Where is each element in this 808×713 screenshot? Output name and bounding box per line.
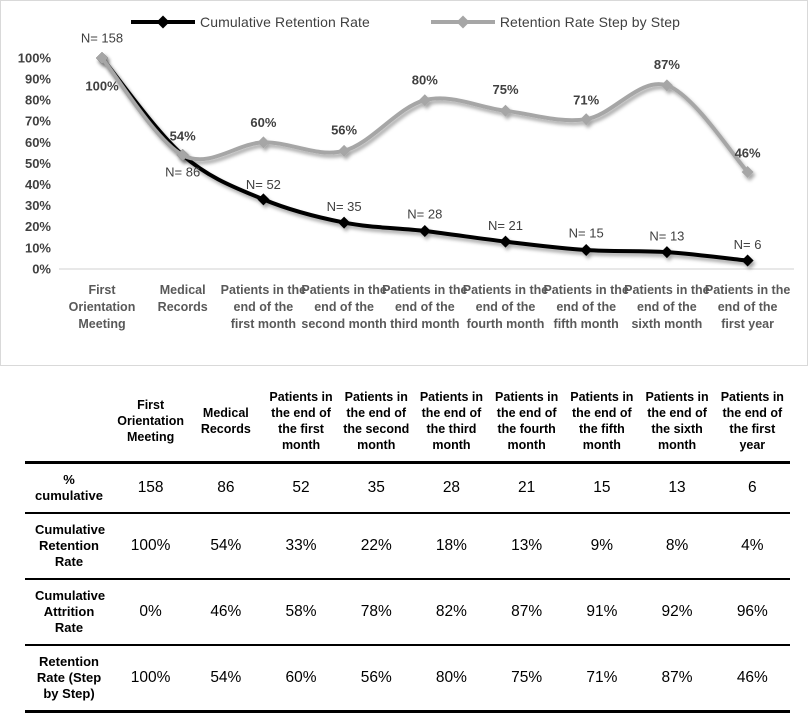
table-cell: 18% (414, 513, 489, 579)
table-corner-cell (25, 383, 113, 463)
table-row (25, 513, 790, 579)
data-point-marker (419, 225, 431, 237)
legend-label: Cumulative Retention Rate (200, 14, 370, 30)
table-cell: 92% (639, 579, 714, 645)
table-cell: 13 (639, 463, 714, 514)
data-point-marker (661, 246, 673, 258)
table-cell: 15 (564, 463, 639, 514)
table-cell: 35 (339, 463, 414, 514)
x-axis-category-label: Patients in the end of the first month (220, 283, 307, 331)
x-axis-category-label: Patients in the end of the fourth month (462, 283, 549, 331)
y-axis-tick-label: 20% (24, 219, 51, 235)
retention-data-table (25, 383, 790, 713)
table-cell: 0% (113, 579, 188, 645)
table-row-label: Retention Rate (Step by Step) (25, 645, 113, 712)
x-axis-category-label: First Orientation Meeting (68, 283, 136, 331)
table-cell: 158 (113, 463, 188, 514)
table-cell: 54% (188, 645, 263, 712)
x-axis-category-label: Patients in the end of the fifth month (543, 283, 629, 331)
y-axis-tick-label: 50% (24, 155, 51, 171)
table-cell: 4% (715, 513, 790, 579)
x-axis-category-label: Patients in the end of the second month (301, 283, 387, 331)
data-point-label: N= 13 (649, 228, 685, 244)
data-point-label: N= 52 (245, 176, 281, 192)
table-cell: 21 (489, 463, 564, 514)
x-axis-category-label: Patients in the end of the third month (382, 283, 468, 331)
y-axis-tick-label: 70% (24, 113, 51, 129)
table-cell: 6 (715, 463, 790, 514)
table-cell: 75% (489, 645, 564, 712)
table-cell: 46% (188, 579, 263, 645)
table-cell: 86 (188, 463, 263, 514)
data-point-label: N= 158 (80, 30, 124, 46)
table-cell: 71% (564, 645, 639, 712)
data-point-label: 71% (573, 92, 600, 108)
x-axis-category-label: Patients in the end of the sixth month (624, 283, 710, 331)
table-cell: 22% (339, 513, 414, 579)
y-axis-tick-label: 80% (24, 92, 51, 108)
y-axis-tick-label: 10% (24, 240, 51, 256)
data-point-marker (257, 136, 269, 148)
data-point-label: N= 15 (568, 225, 604, 241)
table-cell: 87% (639, 645, 714, 712)
data-point-label: N= 35 (326, 199, 362, 215)
table-column-header: Patients in the end of the sixth month (639, 383, 714, 463)
table-cell: 100% (113, 513, 188, 579)
table-row-label: Cumulative Attrition Rate (25, 579, 113, 645)
table-row (25, 463, 790, 514)
table-cell: 52 (263, 463, 338, 514)
data-point-marker (580, 244, 592, 256)
table-cell: 87% (489, 579, 564, 645)
table-cell: 58% (263, 579, 338, 645)
table-cell: 33% (263, 513, 338, 579)
table-column-header: Patients in the end of the second month (339, 383, 414, 463)
table-cell: 54% (188, 513, 263, 579)
data-point-label: N= 21 (487, 218, 524, 234)
legend-item-cumulative-retention (128, 14, 370, 30)
data-point-marker (742, 255, 754, 267)
table-row-label: Cumulative Retention Rate (25, 513, 113, 579)
y-axis-tick-label: 60% (24, 134, 51, 150)
x-axis-category-label: Medical Records (157, 283, 208, 314)
table-cell: 28 (414, 463, 489, 514)
table-row-label: % cumulative (25, 463, 113, 514)
y-axis-tick-label: 90% (24, 71, 51, 87)
table-column-header: Patients in the end of the fourth month (489, 383, 564, 463)
data-point-label: 100% (85, 78, 119, 94)
table-column-header: Patients in the end of the first month (263, 383, 338, 463)
data-point-label: 87% (653, 56, 680, 72)
y-axis-tick-label: 40% (24, 177, 51, 193)
table-column-header: Medical Records (188, 383, 263, 463)
table-cell: 13% (489, 513, 564, 579)
data-point-marker (338, 145, 350, 157)
legend-item-step-by-step (428, 14, 680, 30)
legend-line-diamond-swatch-black (128, 15, 198, 29)
data-point-label: 46% (734, 145, 761, 161)
data-point-label: 56% (331, 122, 358, 138)
chart-legend (1, 14, 807, 30)
table-cell: 9% (564, 513, 639, 579)
data-point-label: N= 6 (733, 236, 762, 252)
table-cell: 82% (414, 579, 489, 645)
x-axis-category-label: Patients in the end of the first year (704, 283, 791, 331)
data-point-label: 80% (411, 72, 438, 88)
y-axis-tick-label: 0% (32, 261, 51, 277)
table-cell: 46% (715, 645, 790, 712)
table-cell: 100% (113, 645, 188, 712)
data-point-label: N= 86 (165, 164, 201, 180)
y-axis-tick-label: 100% (17, 50, 51, 66)
table-cell: 80% (414, 645, 489, 712)
table-cell: 96% (715, 579, 790, 645)
data-point-label: 75% (492, 82, 519, 98)
table-column-header: Patients in the end of the first year (715, 383, 790, 463)
table-cell: 8% (639, 513, 714, 579)
data-point-marker (419, 94, 431, 106)
table-column-header: Patients in the end of the third month (414, 383, 489, 463)
data-point-label: 60% (250, 114, 277, 130)
data-point-label: 54% (169, 128, 196, 144)
table-cell: 78% (339, 579, 414, 645)
data-point-marker (661, 79, 673, 91)
table-row (25, 579, 790, 645)
table-cell: 56% (339, 645, 414, 712)
table-column-header: First Orientation Meeting (113, 383, 188, 463)
y-axis-tick-label: 30% (24, 198, 51, 214)
table-cell: 91% (564, 579, 639, 645)
table-column-header: Patients in the end of the fifth month (564, 383, 639, 463)
legend-line-diamond-swatch-gray (428, 15, 498, 29)
data-point-marker (257, 193, 269, 205)
data-point-marker (500, 236, 512, 248)
data-point-label: N= 28 (407, 206, 443, 222)
data-point-marker (338, 217, 350, 229)
legend-label: Retention Rate Step by Step (499, 14, 680, 30)
table-cell: 60% (263, 645, 338, 712)
data-point-marker (500, 105, 512, 117)
data-point-marker (580, 113, 592, 125)
